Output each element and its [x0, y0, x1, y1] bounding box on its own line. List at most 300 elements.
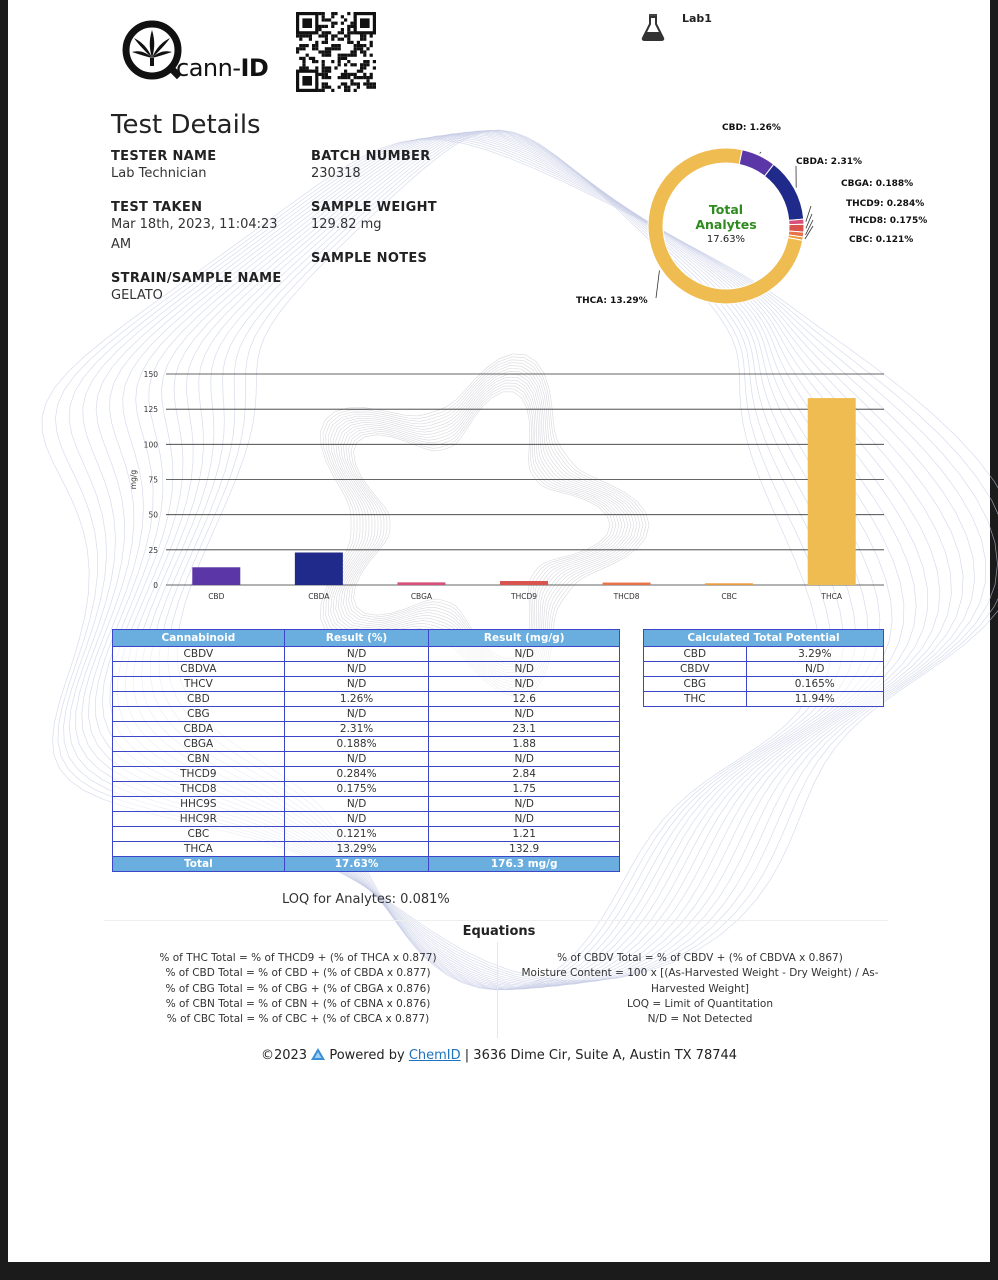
donut-label-thcd9: THCD9: 0.284% [846, 199, 925, 209]
total-cell: Total [113, 857, 285, 872]
table-cell: CBN [113, 752, 285, 767]
table-cell: 0.121% [284, 827, 429, 842]
qr-module [347, 54, 350, 57]
qr-module [360, 50, 363, 53]
donut-slice-cbda [765, 164, 804, 220]
table-cell: THCD8 [113, 782, 285, 797]
qr-module [360, 38, 363, 41]
qr-module [370, 54, 373, 57]
total-row [113, 857, 620, 872]
equations-right [520, 951, 880, 1027]
y-tick-label: 125 [143, 405, 158, 415]
qr-module [331, 38, 334, 41]
table-cell: 1.21 [429, 827, 620, 842]
qr-module [363, 60, 366, 63]
donut-leader-line [806, 206, 811, 222]
qr-module [370, 82, 373, 85]
table-cell: N/D [284, 647, 429, 662]
table-cell: HHC9R [113, 812, 285, 827]
qr-module [338, 44, 341, 47]
qr-module [299, 44, 302, 47]
donut-center-line1: Total [708, 202, 744, 217]
qr-module [341, 38, 344, 41]
qr-module [322, 63, 325, 66]
table-row [644, 662, 884, 677]
donut-label-thcd8: THCD8: 0.175% [849, 216, 928, 226]
qr-module [331, 34, 334, 37]
qr-module [370, 76, 373, 79]
table-cell: N/D [429, 707, 620, 722]
table-cell: CBG [644, 677, 747, 692]
qr-module [354, 50, 357, 53]
donut-slice-cbga [789, 219, 804, 225]
equations-title: Equations [462, 924, 536, 939]
qr-module [318, 34, 321, 37]
qr-module [312, 47, 315, 50]
qr-module [318, 25, 321, 28]
qr-module [299, 66, 302, 69]
equation-line: % of CBC Total = % of CBC + (% of CBCA x 0.877) [166, 1013, 430, 1026]
table-cell: N/D [429, 647, 620, 662]
col-header: Cannabinoid [113, 630, 285, 647]
qr-module [328, 50, 331, 53]
table-cell: CBC [113, 827, 285, 842]
qr-module [360, 66, 363, 69]
divider [104, 920, 888, 921]
table-row [113, 827, 620, 842]
qr-module [296, 34, 299, 37]
qr-module [306, 54, 309, 57]
qr-module [366, 82, 369, 85]
qr-module [363, 76, 366, 79]
qr-module [347, 31, 350, 34]
qr-module [312, 44, 315, 47]
loq-note: LOQ for Analytes: 0.081% [282, 892, 450, 907]
qr-module [302, 66, 305, 69]
qr-module [334, 44, 337, 47]
table-cell: 11.94% [746, 692, 883, 707]
table-cell: THCA [113, 842, 285, 857]
qr-module [347, 34, 350, 37]
qr-module [341, 57, 344, 60]
qr-module [322, 66, 325, 69]
qr-module [331, 89, 334, 92]
col-header: Calculated Total Potential [644, 630, 884, 647]
table-cell: 1.88 [429, 737, 620, 752]
qr-module [373, 82, 376, 85]
table-cell: N/D [284, 752, 429, 767]
qr-module [328, 70, 331, 73]
qr-module [315, 44, 318, 47]
qr-module [325, 66, 328, 69]
qr-module [350, 25, 353, 28]
table-cell: 13.29% [284, 842, 429, 857]
qr-module [357, 70, 360, 73]
qr-module [334, 34, 337, 37]
qr-module [354, 63, 357, 66]
qr-module [309, 57, 312, 60]
table-cell: N/D [746, 662, 883, 677]
qr-module [344, 70, 347, 73]
qr-module [322, 34, 325, 37]
field-value: 129.82 mg [311, 217, 382, 232]
qr-module [325, 76, 328, 79]
qr-module [344, 82, 347, 85]
qr-module [354, 54, 357, 57]
qr-module [341, 22, 344, 25]
x-tick-label: CBD [208, 592, 225, 601]
donut-label-cbc: CBC: 0.121% [849, 235, 914, 245]
qr-module [370, 73, 373, 76]
footer [8, 1048, 990, 1063]
table-cell: CBDV [113, 647, 285, 662]
x-tick-label: THCA [821, 592, 843, 601]
chemid-link[interactable]: ChemID [408, 1048, 461, 1063]
qr-module [338, 76, 341, 79]
qr-module [360, 70, 363, 73]
qr-module [328, 76, 331, 79]
donut-center-line2: Analytes [695, 217, 757, 232]
qr-module [350, 50, 353, 53]
qr-module [322, 82, 325, 85]
table-cell: CBDV [644, 662, 747, 677]
qr-module [325, 38, 328, 41]
table-cell: N/D [284, 812, 429, 827]
qr-module [363, 66, 366, 69]
qr-module [331, 44, 334, 47]
qr-module [299, 34, 302, 37]
bar-thcd8 [603, 583, 651, 585]
qr-code[interactable] [296, 12, 376, 92]
qr-module [347, 76, 350, 79]
table-cell: CBD [644, 647, 747, 662]
table-cell: HHC9S [113, 797, 285, 812]
qr-module [325, 18, 328, 21]
qr-module [299, 38, 302, 41]
table-cell: CBG [113, 707, 285, 722]
qr-module [325, 54, 328, 57]
cannabinoid-bar-chart [108, 360, 898, 610]
equation-line: % of CBD Total = % of CBD + (% of CBDA x 0.877) [165, 967, 431, 980]
qr-module [309, 34, 312, 37]
qr-module [328, 18, 331, 21]
qr-module [341, 28, 344, 31]
qr-module [302, 60, 305, 63]
powered-by: Powered by [329, 1048, 405, 1063]
col-header: Result (%) [284, 630, 429, 647]
qr-module [325, 86, 328, 89]
table-row [113, 677, 620, 692]
analytes-donut-chart [556, 110, 928, 320]
qr-module [344, 89, 347, 92]
qr-module [366, 63, 369, 66]
qr-module [360, 47, 363, 50]
qr-module [347, 38, 350, 41]
qr-module [354, 76, 357, 79]
qr-module [338, 38, 341, 41]
donut-center-label [695, 202, 756, 232]
qr-module [344, 34, 347, 37]
qr-module [322, 18, 325, 21]
qr-module [338, 63, 341, 66]
table-cell: THC [644, 692, 747, 707]
qr-module [325, 47, 328, 50]
qr-module [350, 79, 353, 82]
table-row [113, 842, 620, 857]
qr-module [360, 34, 363, 37]
field-label: TESTER NAME [111, 149, 217, 164]
table-cell: N/D [284, 677, 429, 692]
field-batch-number [311, 149, 511, 184]
qr-module [350, 63, 353, 66]
x-tick-label: CBDA [308, 592, 330, 601]
table-cell: N/D [429, 662, 620, 677]
total-cell: 176.3 mg/g [429, 857, 620, 872]
qr-module [366, 86, 369, 89]
qr-module [344, 54, 347, 57]
qr-module [373, 66, 376, 69]
y-tick-label: 75 [148, 475, 158, 485]
table-cell: 0.188% [284, 737, 429, 752]
qr-module [302, 57, 305, 60]
table-cell: CBGA [113, 737, 285, 752]
col-header: Result (mg/g) [429, 630, 620, 647]
equations-left [108, 951, 488, 1027]
equation-line: LOQ = Limit of Quantitation [626, 997, 773, 1010]
equation-line: Moisture Content = 100 x [(As-Harvested Weight - Dry Weight) / As-Harvested Weight] [521, 967, 879, 995]
equation-line: % of CBN Total = % of CBN + (% of CBNA x 0.876) [165, 997, 431, 1010]
qr-module [347, 73, 350, 76]
copyright: ©2023 [260, 1048, 308, 1063]
qr-module [322, 73, 325, 76]
report-page [8, 0, 990, 1262]
qr-finder [302, 76, 312, 86]
qr-module [318, 12, 321, 15]
qr-module [325, 41, 328, 44]
table-cell: 0.284% [284, 767, 429, 782]
table-cell: 132.9 [429, 842, 620, 857]
table-cell: 12.6 [429, 692, 620, 707]
x-tick-label: THCD8 [613, 592, 640, 601]
qr-module [331, 15, 334, 18]
qr-module [370, 86, 373, 89]
qr-module [318, 28, 321, 31]
qr-module [350, 54, 353, 57]
qr-module [347, 89, 350, 92]
total-potential-table [643, 629, 884, 707]
field-value: Lab Technician [111, 166, 207, 181]
qr-module [347, 60, 350, 63]
equation-line: % of CBDV Total = % of CBDV + (% of CBDVA x 0.867) [557, 952, 843, 964]
qr-module [344, 18, 347, 21]
qr-module [299, 57, 302, 60]
qr-module [338, 86, 341, 89]
qr-module [338, 57, 341, 60]
qr-module [334, 47, 337, 50]
qr-module [363, 82, 366, 85]
table-row [113, 647, 620, 662]
table-cell: 2.84 [429, 767, 620, 782]
qr-module [334, 22, 337, 25]
equation-line: % of THC Total = % of THCD9 + (% of THCA x 0.877) [159, 952, 437, 964]
qr-module [350, 73, 353, 76]
qr-module [360, 76, 363, 79]
y-tick-label: 25 [148, 545, 158, 555]
qr-module [322, 50, 325, 53]
qr-module [363, 63, 366, 66]
qr-module [322, 41, 325, 44]
qr-module [325, 25, 328, 28]
qr-module [338, 54, 341, 57]
y-tick-label: 50 [148, 510, 158, 520]
qr-module [312, 57, 315, 60]
qr-module [325, 34, 328, 37]
bar-cbc [705, 583, 753, 585]
qr-module [302, 47, 305, 50]
qr-module [306, 34, 309, 37]
table-cell: 1.75 [429, 782, 620, 797]
qr-module [373, 86, 376, 89]
table-cell: N/D [284, 797, 429, 812]
qr-module [322, 76, 325, 79]
table-row [113, 797, 620, 812]
qr-module [357, 82, 360, 85]
qr-module [322, 15, 325, 18]
table-cell: N/D [429, 812, 620, 827]
table-cell: 0.165% [746, 677, 883, 692]
field-tester-name [111, 149, 301, 184]
bar-cbda [295, 553, 343, 585]
donut-center-value: 17.63% [706, 234, 746, 245]
table-row [113, 722, 620, 737]
y-tick-label: 150 [143, 370, 158, 379]
page-title: Test Details [111, 110, 261, 140]
qr-module [366, 60, 369, 63]
qr-module [315, 47, 318, 50]
logo-wordmark: cann-ID [176, 54, 269, 82]
qr-module [328, 86, 331, 89]
qr-module [357, 47, 360, 50]
qr-module [347, 25, 350, 28]
qr-module [350, 22, 353, 25]
donut-label-cbd: CBD: 1.26% [722, 123, 781, 133]
donut-leader-line [806, 214, 812, 228]
bar-cbd [192, 567, 240, 585]
qr-module [357, 41, 360, 44]
table-cell: 2.31% [284, 722, 429, 737]
qr-module [347, 86, 350, 89]
table-cell: N/D [429, 797, 620, 812]
qr-module [344, 76, 347, 79]
qr-module [318, 89, 321, 92]
qr-module [363, 54, 366, 57]
qr-module [322, 89, 325, 92]
qr-module [328, 31, 331, 34]
table-cell: CBDA [113, 722, 285, 737]
qr-module [328, 54, 331, 57]
table-row [113, 692, 620, 707]
qr-module [318, 73, 321, 76]
qr-module [322, 70, 325, 73]
table-row [113, 752, 620, 767]
qr-module [322, 31, 325, 34]
field-label: BATCH NUMBER [311, 149, 431, 164]
qr-module [334, 12, 337, 15]
qr-module [347, 12, 350, 15]
bar-cbga [397, 582, 445, 585]
qr-module [325, 50, 328, 53]
qr-module [354, 47, 357, 50]
qr-module [296, 50, 299, 53]
qr-finder [302, 18, 312, 28]
table-row [113, 707, 620, 722]
qr-module [366, 79, 369, 82]
field-label: STRAIN/SAMPLE NAME [111, 271, 282, 286]
table-cell: 23.1 [429, 722, 620, 737]
field-test-taken [111, 200, 291, 255]
table-row [644, 692, 884, 707]
qr-module [325, 31, 328, 34]
qr-module [306, 66, 309, 69]
qr-module [331, 12, 334, 15]
field-sample-notes [311, 251, 511, 266]
field-value: 230318 [311, 166, 361, 181]
qr-module [370, 41, 373, 44]
table-cell: THCV [113, 677, 285, 692]
table-cell: CBD [113, 692, 285, 707]
qr-module [322, 54, 325, 57]
qr-module [325, 70, 328, 73]
qr-module [341, 15, 344, 18]
qr-module [331, 60, 334, 63]
bar-thca [808, 398, 856, 585]
qr-module [322, 60, 325, 63]
field-sample-weight [311, 200, 511, 235]
equation-line: % of CBG Total = % of CBG + (% of CBGA x 0.876) [165, 982, 431, 995]
x-tick-label: CBC [721, 592, 737, 601]
qr-module [302, 44, 305, 47]
table-cell: N/D [284, 707, 429, 722]
qr-module [334, 66, 337, 69]
table-cell: N/D [429, 752, 620, 767]
qr-module [350, 31, 353, 34]
table-cell: CBDVA [113, 662, 285, 677]
field-value: GELATO [111, 288, 163, 303]
qr-module [341, 31, 344, 34]
qr-module [322, 12, 325, 15]
field-value: Mar 18th, 2023, 11:04:23 AM [111, 217, 278, 252]
qr-module [341, 73, 344, 76]
field-strain-name [111, 271, 311, 306]
qr-module [331, 47, 334, 50]
qr-module [338, 31, 341, 34]
qr-module [302, 63, 305, 66]
results-table [112, 629, 620, 872]
qr-module [315, 60, 318, 63]
qr-module [366, 47, 369, 50]
qr-module [350, 41, 353, 44]
qr-module [315, 66, 318, 69]
qr-finder [360, 18, 370, 28]
table-row [113, 737, 620, 752]
donut-label-thca: THCA: 13.29% [576, 296, 648, 306]
donut-label-cbda: CBDA: 2.31% [796, 157, 863, 167]
qr-module [344, 63, 347, 66]
address: | 3636 Dime Cir, Suite A, Austin TX 78744 [464, 1048, 738, 1063]
y-tick-label: 0 [153, 581, 158, 590]
qr-module [354, 89, 357, 92]
qr-module [363, 38, 366, 41]
